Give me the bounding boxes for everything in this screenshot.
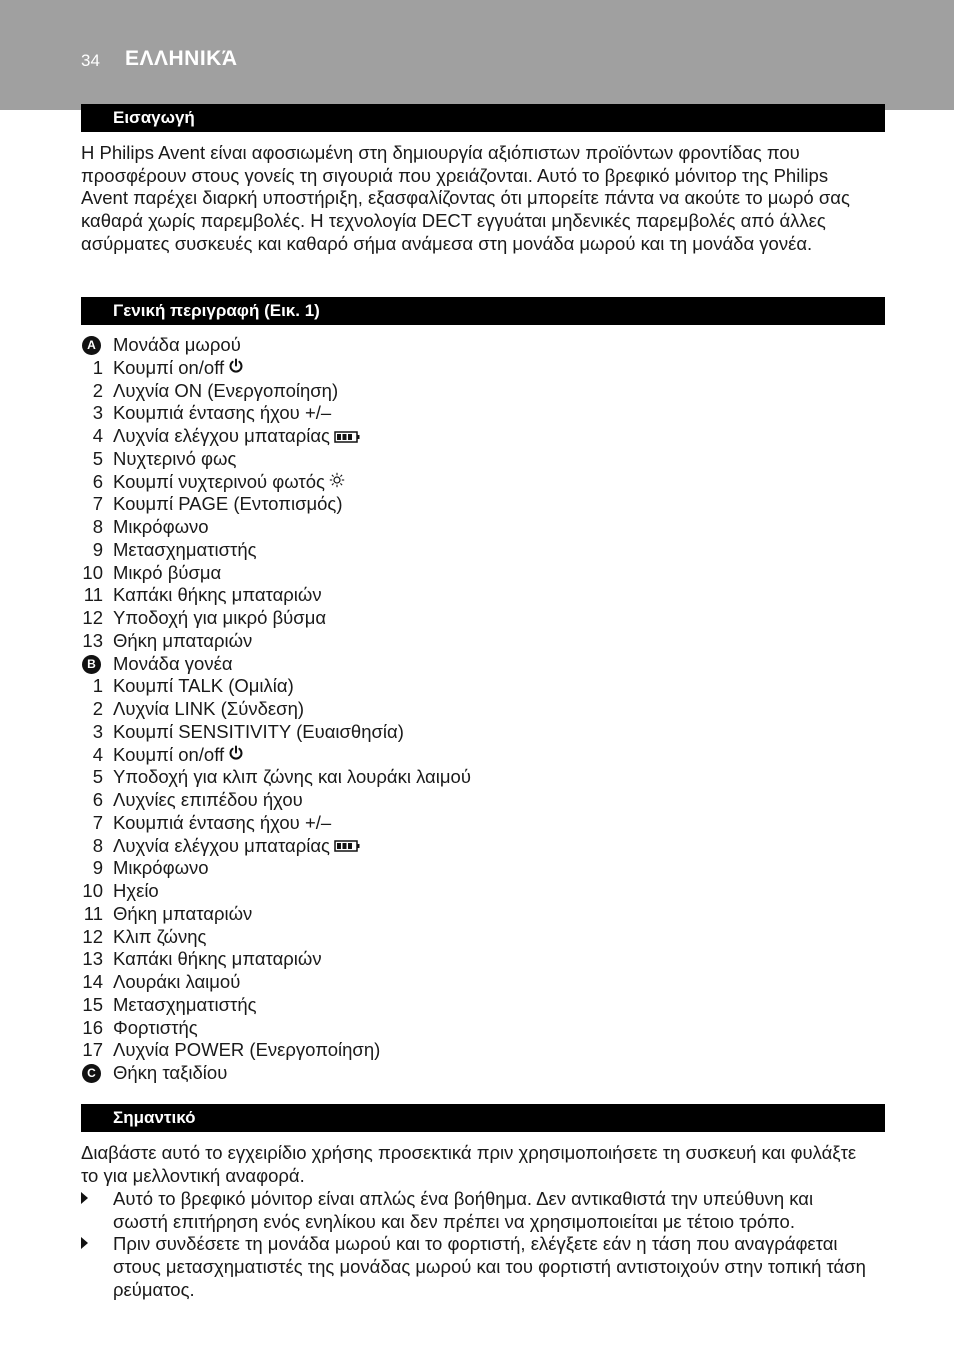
overview-item xyxy=(0,857,954,880)
group-letter-badge: B xyxy=(82,655,101,674)
item-label-text: Μικρόφωνο xyxy=(113,516,209,537)
item-label-text: Φορτιστής xyxy=(113,1016,198,1038)
overview-item xyxy=(0,835,954,858)
overview-item xyxy=(0,926,954,949)
overview-item xyxy=(0,721,954,744)
item-label xyxy=(113,562,221,585)
item-label xyxy=(113,698,304,721)
item-number: 12 xyxy=(82,925,103,947)
bullet-item xyxy=(81,1188,871,1233)
item-label-text: Κλιπ ζώνης xyxy=(113,925,207,947)
overview-item xyxy=(0,607,954,630)
important-paragraph: Διαβάστε αυτό το εγχειρίδιο χρήσης προσεκτικά πριν χρησιμοποιήσετε τη συσκευή και φυλάξτε το για μελλοντική αναφορά. xyxy=(81,1142,857,1186)
page-number: 34 xyxy=(81,51,100,70)
item-label xyxy=(113,334,241,357)
item-label xyxy=(113,880,159,903)
overview-item xyxy=(0,903,954,926)
item-label-text: Θήκη ταξιδίου xyxy=(113,1062,228,1083)
item-label-text: Μετασχηματιστής xyxy=(113,538,257,560)
item-label-text: Λυχνία LINK (Σύνδεση) xyxy=(113,698,305,719)
item-number: 5 xyxy=(92,447,103,469)
item-label xyxy=(113,744,244,767)
overview-item xyxy=(0,516,954,539)
overview-group xyxy=(0,1062,954,1085)
item-label-text: Κουμπί TALK (Ομιλία) xyxy=(113,675,294,697)
item-number: 8 xyxy=(92,516,103,537)
bullet-text: Αυτό το βρεφικό μόνιτορ είναι απλώς ένα βοήθημα. Δεν αντικαθιστά την υπεύθυνη και σωστή επιτήρηση ενός ενηλίκου και δεν πρέπει να χρησιμοποιείται με τέτοιο τρόπο. xyxy=(113,1188,814,1232)
item-label xyxy=(113,675,294,698)
item-label xyxy=(113,380,338,403)
overview-item xyxy=(0,789,954,812)
item-label xyxy=(113,948,322,971)
item-number: 2 xyxy=(92,698,103,719)
item-label-text: Μικρόφωνο xyxy=(113,857,209,879)
sun-icon xyxy=(329,471,345,494)
item-label-text: Λυχνία ελέγχου μπαταρίας xyxy=(113,834,330,856)
item-number: 6 xyxy=(92,470,103,492)
item-number: 4 xyxy=(92,425,103,446)
overview-item xyxy=(0,880,954,903)
bullet-arrow-icon xyxy=(81,1192,88,1204)
overview-item xyxy=(0,630,954,653)
item-label xyxy=(113,493,343,516)
overview-item xyxy=(0,812,954,835)
overview-list xyxy=(0,334,954,1085)
item-number: 15 xyxy=(82,993,103,1015)
item-label xyxy=(113,584,322,607)
overview-item xyxy=(0,675,954,698)
overview-item xyxy=(0,698,954,721)
item-number: 3 xyxy=(92,402,103,424)
item-label xyxy=(113,607,326,630)
item-number: 7 xyxy=(92,493,103,515)
item-label xyxy=(113,357,244,380)
overview-group xyxy=(0,334,954,357)
item-label xyxy=(113,903,252,926)
item-number: 1 xyxy=(92,675,103,697)
item-label xyxy=(113,766,471,789)
item-number: 11 xyxy=(83,584,103,606)
overview-item xyxy=(0,539,954,562)
overview-item xyxy=(0,471,954,494)
item-label xyxy=(113,1039,380,1062)
overview-item xyxy=(0,425,954,448)
item-label-text: Νυχτερινό φως xyxy=(113,447,237,469)
item-label-text: Καπάκι θήκης μπαταριών xyxy=(113,948,322,970)
item-number: 13 xyxy=(82,948,103,970)
item-label xyxy=(113,653,233,676)
item-label xyxy=(113,721,404,744)
item-label xyxy=(113,471,345,494)
intro-paragraph: Η Philips Avent είναι αφοσιωμένη στη δημιουργία αξιόπιστων προϊόντων φροντίδας που προσφέρουν στους γονείς τη σιγουριά που χρειάζονται. Αυτό το βρεφικό μόνιτορ της Philips Avent παρέχει διαρκή υποστήριξη, εξασφαλίζοντας ότι μπορείτε πάντα να ακούτε το μωρό σας καθαρά χωρίς παρεμβολές. Η τεχνολογία DECT εγγυάται μηδενικές παρεμβολές από άλλες ασύρματες συσκευές και καθαρό σήμα ανάμεσα στη μονάδα μωρού και τη μονάδα γονέα. xyxy=(81,142,850,254)
item-number: 5 xyxy=(92,766,103,788)
item-label-text: Υποδοχή για μικρό βύσμα xyxy=(113,607,327,628)
item-number: 10 xyxy=(82,561,103,583)
item-label-text: Κουμπιά έντασης ήχου +/– xyxy=(113,402,332,424)
overview-item xyxy=(0,971,954,994)
section-heading-overview: Γενική περιγραφή (Εικ. 1) xyxy=(81,297,885,325)
overview-item xyxy=(0,402,954,425)
item-label xyxy=(113,516,209,539)
item-number: 2 xyxy=(92,379,103,401)
item-label xyxy=(113,1062,227,1085)
item-label xyxy=(113,1017,198,1040)
item-number: 3 xyxy=(92,720,103,742)
item-label xyxy=(113,402,331,425)
item-number: 10 xyxy=(82,880,103,901)
item-label xyxy=(113,630,252,653)
item-label xyxy=(113,971,240,994)
item-label xyxy=(113,857,209,880)
item-number: 7 xyxy=(92,811,103,833)
section-heading-intro: Εισαγωγή xyxy=(81,104,885,132)
item-number: 9 xyxy=(92,538,103,560)
item-label-text: Κουμπιά έντασης ήχου +/– xyxy=(113,811,332,833)
item-label-text: Κουμπί on/off xyxy=(113,743,225,765)
item-number: 17 xyxy=(82,1039,103,1061)
item-number: 1 xyxy=(92,356,103,378)
item-label-text: Κουμπί νυχτερινού φωτός xyxy=(113,470,325,492)
item-label-text: Μονάδα μωρού xyxy=(113,334,241,355)
item-label-text: Λυχνία ελέγχου μπαταρίας xyxy=(113,425,330,446)
item-label-text: Υποδοχή για κλιπ ζώνης και λουράκι λαιμού xyxy=(113,766,471,788)
bullet-item xyxy=(81,1233,871,1301)
item-label-text: Μετασχηματιστής xyxy=(113,993,257,1015)
item-number: 12 xyxy=(82,607,103,628)
overview-group xyxy=(0,653,954,676)
overview-item xyxy=(0,380,954,403)
item-label-text: Μικρό βύσμα xyxy=(113,561,222,583)
item-number: 14 xyxy=(82,971,103,992)
overview-item xyxy=(0,994,954,1017)
item-label-text: Θήκη μπαταριών xyxy=(113,629,253,651)
group-letter-badge: A xyxy=(82,336,101,355)
item-label xyxy=(113,425,360,448)
overview-item xyxy=(0,357,954,380)
item-label-text: Κουμπί PAGE (Εντοπισμός) xyxy=(113,493,343,515)
item-number: 11 xyxy=(83,902,103,924)
overview-item xyxy=(0,493,954,516)
overview-item xyxy=(0,744,954,767)
bullet-text: Πριν συνδέσετε τη μονάδα μωρού και το φορτιστή, ελέγξετε εάν η τάση που αναγράφεται στους μετασχηματιστές της μονάδας μωρού και του φορτιστή αντιστοιχούν στην τοπική τάση ρεύματος. xyxy=(113,1233,866,1300)
item-label-text: Ηχείο xyxy=(113,880,159,901)
item-label xyxy=(113,835,360,858)
overview-item xyxy=(0,1017,954,1040)
item-label-text: Θήκη μπαταριών xyxy=(113,902,253,924)
battery-icon xyxy=(334,835,360,858)
item-label xyxy=(113,812,331,835)
item-label xyxy=(113,539,257,562)
power-icon xyxy=(228,744,244,767)
item-number: 13 xyxy=(82,629,103,651)
overview-item xyxy=(0,1039,954,1062)
item-label xyxy=(113,994,257,1017)
bullet-arrow-icon xyxy=(81,1237,88,1249)
power-icon xyxy=(228,357,244,380)
overview-item xyxy=(0,448,954,471)
section-heading-important: Σημαντικό xyxy=(81,1104,885,1132)
item-label xyxy=(113,926,206,949)
battery-icon xyxy=(334,426,360,449)
item-label xyxy=(113,448,236,471)
overview-item xyxy=(0,766,954,789)
overview-item xyxy=(0,948,954,971)
group-letter-badge: C xyxy=(82,1064,101,1083)
important-bullets xyxy=(81,1188,871,1302)
item-label-text: Λυχνία ON (Ενεργοποίηση) xyxy=(113,379,339,401)
language-title: ΕΛΛΗΝΙΚΆ xyxy=(125,47,238,70)
item-number: 9 xyxy=(92,857,103,879)
item-label-text: Κουμπί on/off xyxy=(113,356,225,378)
item-label xyxy=(113,789,303,812)
item-number: 6 xyxy=(92,789,103,810)
item-label-text: Μονάδα γονέα xyxy=(113,652,233,674)
item-number: 16 xyxy=(82,1016,103,1038)
overview-item xyxy=(0,584,954,607)
overview-item xyxy=(0,562,954,585)
item-number: 4 xyxy=(92,743,103,765)
item-label-text: Κουμπί SENSITIVITY (Ευαισθησία) xyxy=(113,720,404,742)
item-label-text: Λυχνία POWER (Ενεργοποίηση) xyxy=(113,1039,381,1061)
item-label-text: Λουράκι λαιμού xyxy=(113,971,241,992)
item-label-text: Καπάκι θήκης μπαταριών xyxy=(113,584,322,606)
item-number: 8 xyxy=(92,834,103,856)
item-label-text: Λυχνίες επιπέδου ήχου xyxy=(113,789,303,810)
